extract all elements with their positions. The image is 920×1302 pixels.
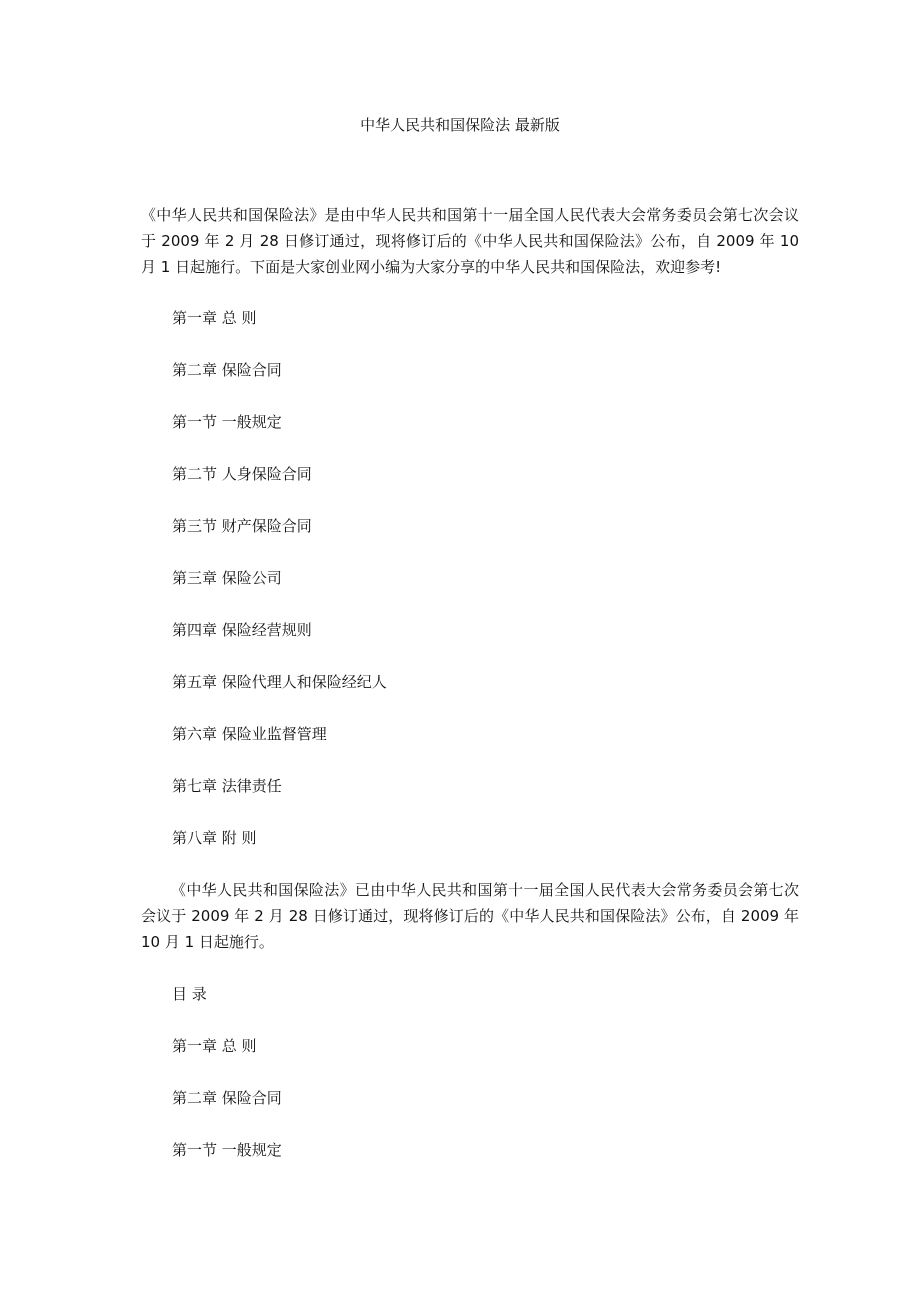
chapter-item: 第二章 保险合同 (172, 361, 282, 379)
announcement-paragraph: 《中华人民共和国保险法》已由中华人民共和国第十一届全国人民代表大会常务委员会第七次会议于 2009 年 2 月 28 日修订通过，现将修订后的《中华人民共和国保险法》公布，自 2009 年 10 月 1 日起施行。 (141, 881, 799, 951)
intro-paragraph: 《中华人民共和国保险法》是由中华人民共和国第十一届全国人民代表大会常务委员会第七次会议于 2009 年 2 月 28 日修订通过，现将修订后的《中华人民共和国保险法》公布，自 2009 年 10 月 1 日起施行。下面是大家创业网小编为大家分享的中华人民共和国保险法，欢迎参考! (141, 206, 799, 276)
chapter-list (172, 307, 772, 879)
chapter-item: 第三节 财产保险合同 (172, 517, 312, 535)
chapter-item: 第八章 附 则 (172, 829, 257, 847)
toc-item: 第一节 一般规定 (172, 1141, 282, 1159)
toc-list (172, 1035, 772, 1191)
chapter-item: 第三章 保险公司 (172, 569, 282, 587)
toc-heading: 目 录 (172, 985, 207, 1003)
toc-item: 第一章 总 则 (172, 1037, 257, 1055)
chapter-item: 第一章 总 则 (172, 309, 257, 327)
chapter-item: 第一节 一般规定 (172, 413, 282, 431)
chapter-item: 第六章 保险业监督管理 (172, 725, 327, 743)
chapter-item: 第五章 保险代理人和保险经纪人 (172, 673, 387, 691)
document-title: 中华人民共和国保险法 最新版 (360, 116, 560, 134)
chapter-item: 第七章 法律责任 (172, 777, 282, 795)
chapter-item: 第四章 保险经营规则 (172, 621, 312, 639)
chapter-item: 第二节 人身保险合同 (172, 465, 312, 483)
toc-item: 第二章 保险合同 (172, 1089, 282, 1107)
